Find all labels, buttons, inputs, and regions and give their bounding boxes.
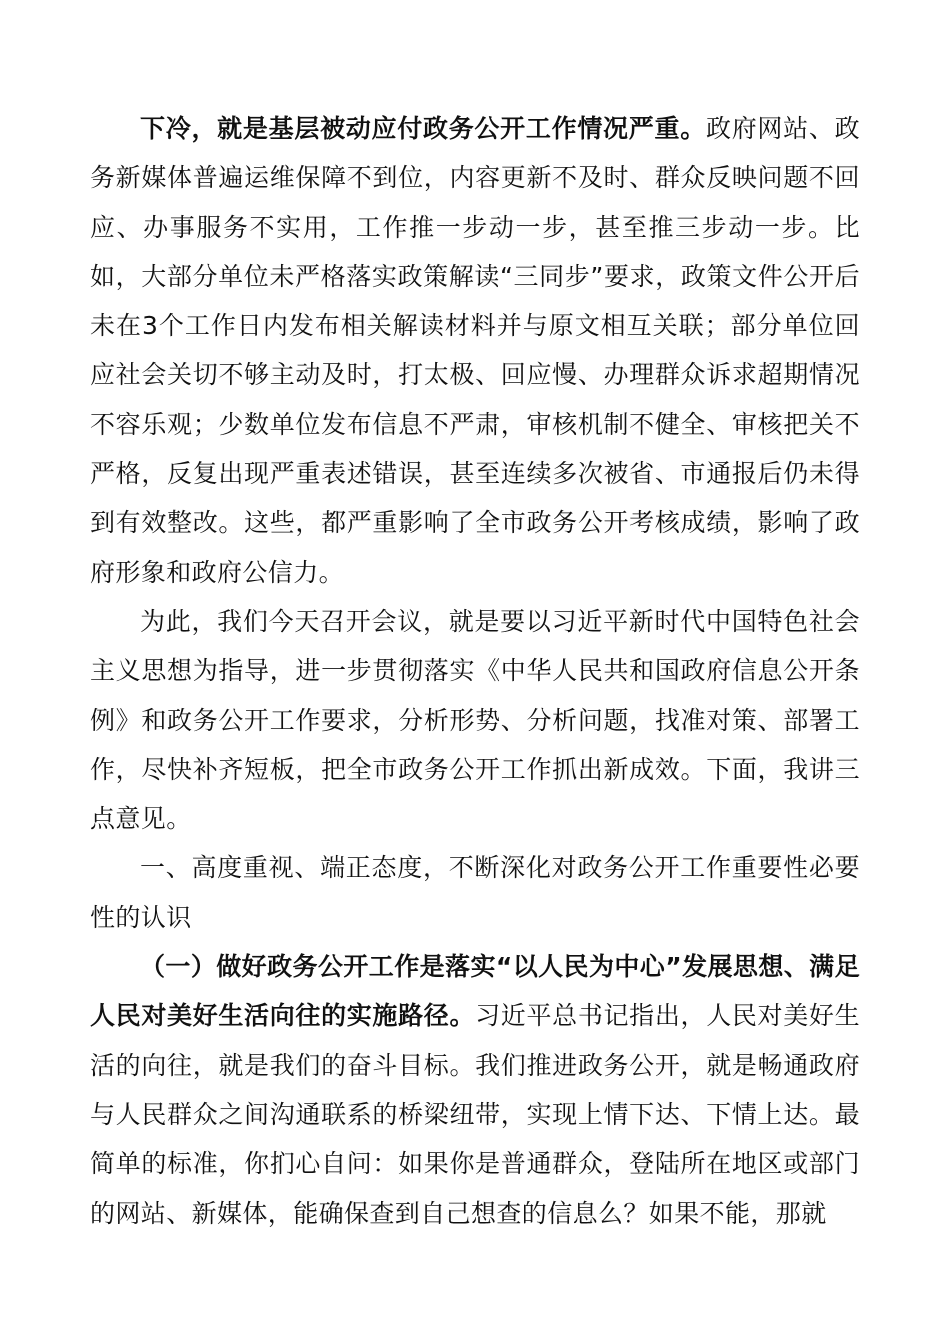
section-heading-1 — [90, 843, 860, 942]
paragraph-1-text: 政府网站、政务新媒体普遍运维保障不到位，内容更新不及时、群众反映问题不回应、办事服务不实用，工作推一步动一步，甚至推三步动一步。比如，大部分单位未严格落实政策解读“三同步”要求，政策文件公开后未在3个工作日内发布相关解读材料并与原文相互关联；部分单位回应社会关切不够主动及时，打太极、回应慢、办理群众诉求超期情况不容乐观；少数单位发布信息不严肃，审核机制不健全、审核把关不严格，反复出现严重表述错误，甚至连续多次被省、市通报后仍未得到有效整改。这些，都严重影响了全市政务公开考核成绩，影响了政府形象和政府公信力。 — [90, 114, 860, 587]
document-body — [90, 104, 860, 1238]
paragraph-4-text: 习近平总书记指出，人民对美好生活的向往，就是我们的奋斗目标。我们推进政务公开，就是畅通政府与人民群众之间沟通联系的桥梁纽带，实现上情下达、下情上达。最简单的标准，你扪心自问：如果你是普通群众，登陆所在地区或部门的网站、新媒体，能确保查到自己想查的信息么？如果不能，那就 — [90, 1001, 860, 1228]
paragraph-2-text: 为此，我们今天召开会议，就是要以习近平新时代中国特色社会主义思想为指导，进一步贯彻落实《中华人民共和国政府信息公开条例》和政务公开工作要求，分析形势、分析问题，找准对策、部署工作，尽快补齐短板，把全市政务公开工作抓出新成效。下面，我讲三点意见。 — [90, 606, 860, 834]
paragraph-1 — [90, 104, 860, 597]
section-heading-1-text: 一、高度重视、端正态度，不断深化对政务公开工作重要性必要性的认识 — [90, 853, 860, 932]
paragraph-1-bold-lead: 下冷，就是基层被动应付政务公开工作情况严重。 — [140, 114, 706, 143]
paragraph-4 — [90, 942, 860, 1238]
paragraph-2 — [90, 597, 860, 843]
paragraph-4-bold-lead: （一）做好政务公开工作是落实“以人民为中心”发展思想、满足人民对美好生活向往的实施路径。 — [90, 952, 860, 1031]
